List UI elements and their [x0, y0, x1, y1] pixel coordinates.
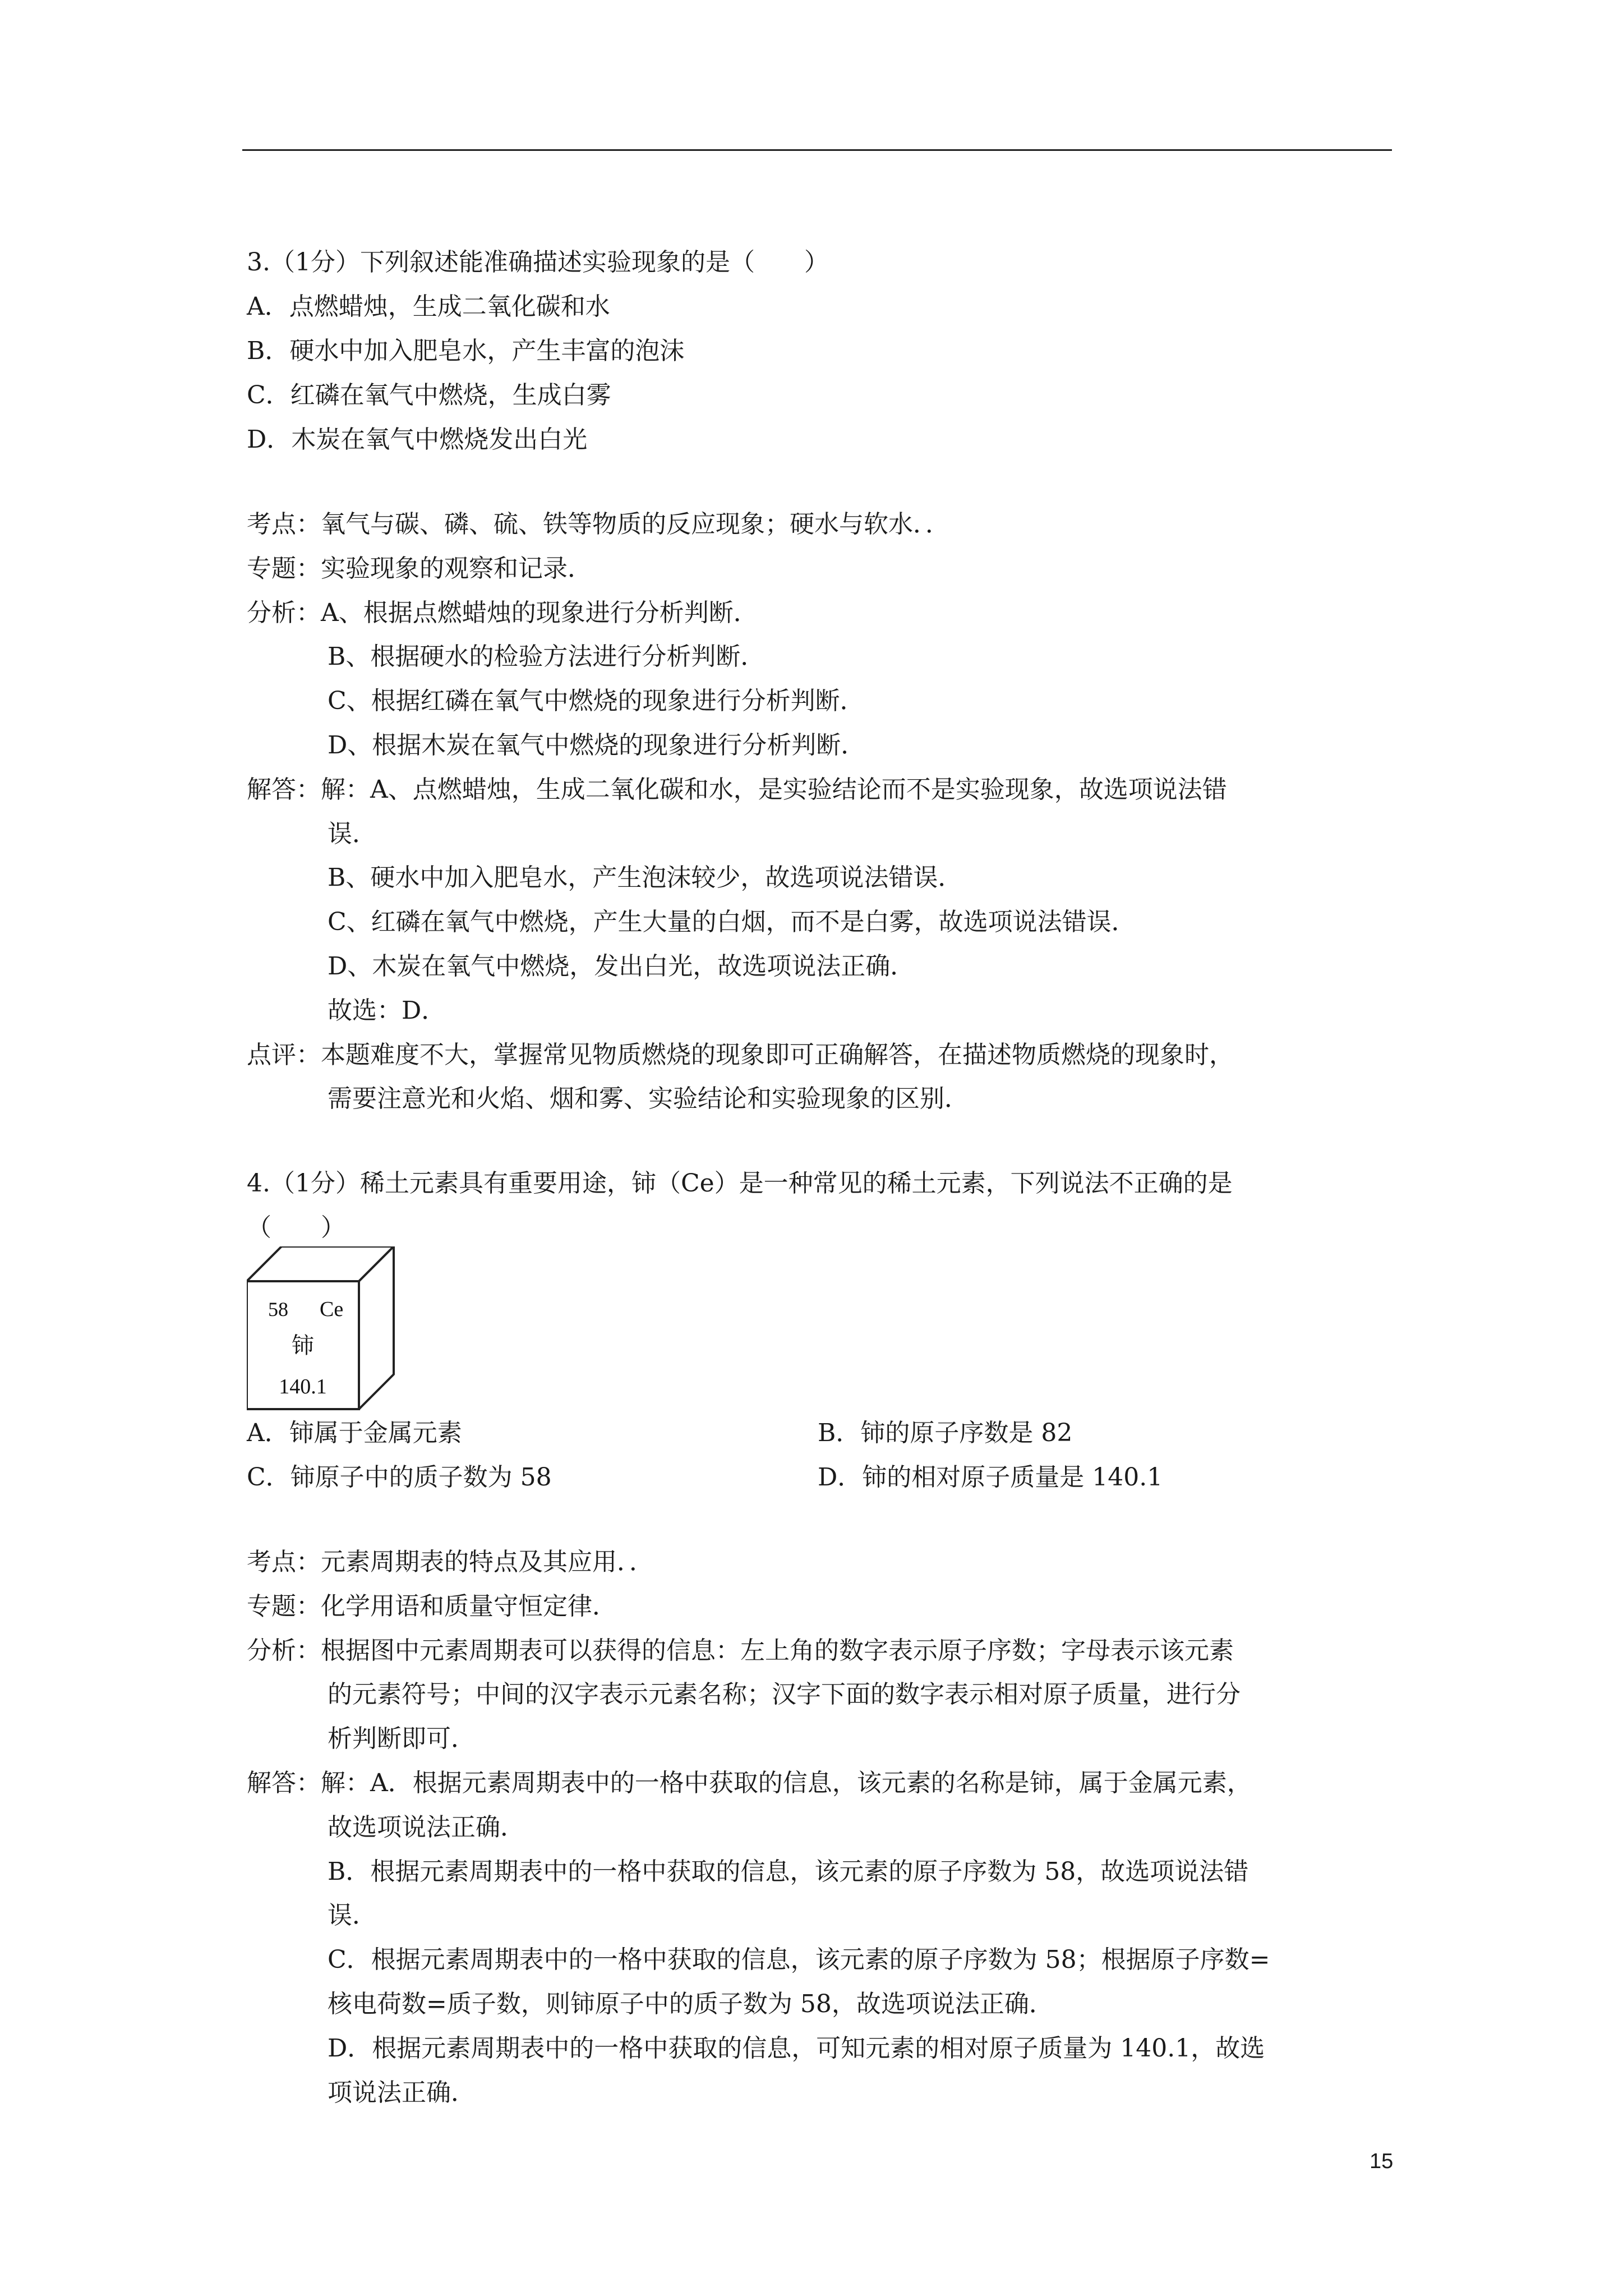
- q3-dianping-line1: 点评：本题难度不大，掌握常见物质燃烧的现象即可正确解答，在描述物质燃烧的现象时，: [247, 1041, 1234, 1069]
- q3-option-b: B．硬水中加入肥皂水，产生丰富的泡沫: [247, 337, 685, 365]
- q3-kaodian: 考点：氧气与碳、磷、硫、铁等物质的反应现象；硬水与软水．．: [247, 510, 950, 539]
- q4-jieda-a2: 故选项说法正确．: [328, 1813, 525, 1842]
- q3-fenxi-d: D、根据木炭在氧气中燃烧的现象进行分析判断．: [328, 731, 866, 760]
- q4-jieda-b2: 误．: [328, 1901, 377, 1930]
- q4-option-c: C．铈原子中的质子数为 58: [247, 1463, 552, 1492]
- q4-fenxi-line3: 析判断即可．: [328, 1724, 476, 1753]
- q4-jieda-c1: C．根据元素周期表中的一格中获取的信息，该元素的原子序数为 58；根据原子序数=: [328, 1945, 1270, 1974]
- q3-option-c: C．红磷在氧气中燃烧，生成白雾: [247, 381, 611, 409]
- element-name: 铈: [292, 1333, 314, 1358]
- q4-jieda-b1: B．根据元素周期表中的一格中获取的信息，该元素的原子序数为 58，故选项说法错: [328, 1857, 1249, 1886]
- q4-question-line2: （ ）: [247, 1213, 345, 1242]
- q4-jieda-c2: 核电荷数=质子数，则铈原子中的质子数为 58，故选项说法正确．: [328, 1990, 1054, 2018]
- element-symbol: Ce: [320, 1297, 344, 1321]
- q3-fenxi-c: C、根据红磷在氧气中燃烧的现象进行分析判断．: [328, 687, 865, 715]
- q3-jieda-d: D、木炭在氧气中燃烧，发出白光，故选项说法正确．: [328, 952, 915, 981]
- header-rule: [242, 149, 1392, 151]
- q3-option-a: A．点燃蜡烛，生成二氧化碳和水: [247, 292, 610, 321]
- q4-question-line1: 4.（1分）稀土元素具有重要用途，铈（Ce）是一种常见的稀土元素，下列说法不正确的是: [247, 1169, 1233, 1198]
- q4-zhuanti: 专题：化学用语和质量守恒定律．: [247, 1592, 617, 1621]
- q3-question: 3.（1分）下列叙述能准确描述实验现象的是（ ）: [247, 248, 829, 277]
- q4-option-d: D．铈的相对原子质量是 140.1: [818, 1463, 1163, 1492]
- q3-jieda-choice: 故选：D．: [328, 996, 446, 1025]
- q4-jieda-a1: 解答：解：A．根据元素周期表中的一格中获取的信息，该元素的名称是铈，属于金属元素，: [247, 1769, 1252, 1797]
- q3-jieda-b: B、硬水中加入肥皂水，产生泡沫较少，故选项说法错误．: [328, 863, 963, 892]
- q3-jieda-head-cont: 误．: [328, 820, 377, 848]
- element-atomic-mass: 140.1: [279, 1375, 327, 1398]
- element-atomic-number: 58: [268, 1298, 288, 1320]
- q4-fenxi-line2: 的元素符号；中间的汉字表示元素名称；汉字下面的数字表示相对原子质量，进行分: [328, 1680, 1241, 1709]
- q3-option-d: D．木炭在氧气中燃烧发出白光: [247, 425, 588, 454]
- q4-option-b: B．铈的原子序数是 82: [818, 1419, 1073, 1447]
- q4-option-a: A．铈属于金属元素: [247, 1419, 462, 1447]
- q3-fenxi-head: 分析：A、根据点燃蜡烛的现象进行分析判断．: [247, 599, 758, 627]
- page-number: 15: [1370, 2150, 1394, 2173]
- element-tile-cerium: [247, 1246, 398, 1410]
- q3-zhuanti: 专题：实验现象的观察和记录．: [247, 554, 592, 583]
- q4-kaodian: 考点：元素周期表的特点及其应用．．: [247, 1548, 654, 1576]
- q4-fenxi-line1: 分析：根据图中元素周期表可以获得的信息：左上角的数字表示原子序数；字母表示该元素: [247, 1636, 1234, 1665]
- q3-jieda-c: C、红磷在氧气中燃烧，产生大量的白烟，而不是白雾，故选项说法错误．: [328, 908, 1136, 936]
- q3-fenxi-b: B、根据硬水的检验方法进行分析判断．: [328, 642, 766, 671]
- q3-dianping-line2: 需要注意光和火焰、烟和雾、实验结论和实验现象的区别．: [328, 1084, 969, 1113]
- q3-jieda-head: 解答：解：A、点燃蜡烛，生成二氧化碳和水，是实验结论而不是实验现象，故选项说法错: [247, 775, 1227, 804]
- q4-jieda-d2: 项说法正确．: [328, 2078, 476, 2107]
- q4-jieda-d1: D．根据元素周期表中的一格中获取的信息，可知元素的相对原子质量为 140.1，故选: [328, 2034, 1265, 2063]
